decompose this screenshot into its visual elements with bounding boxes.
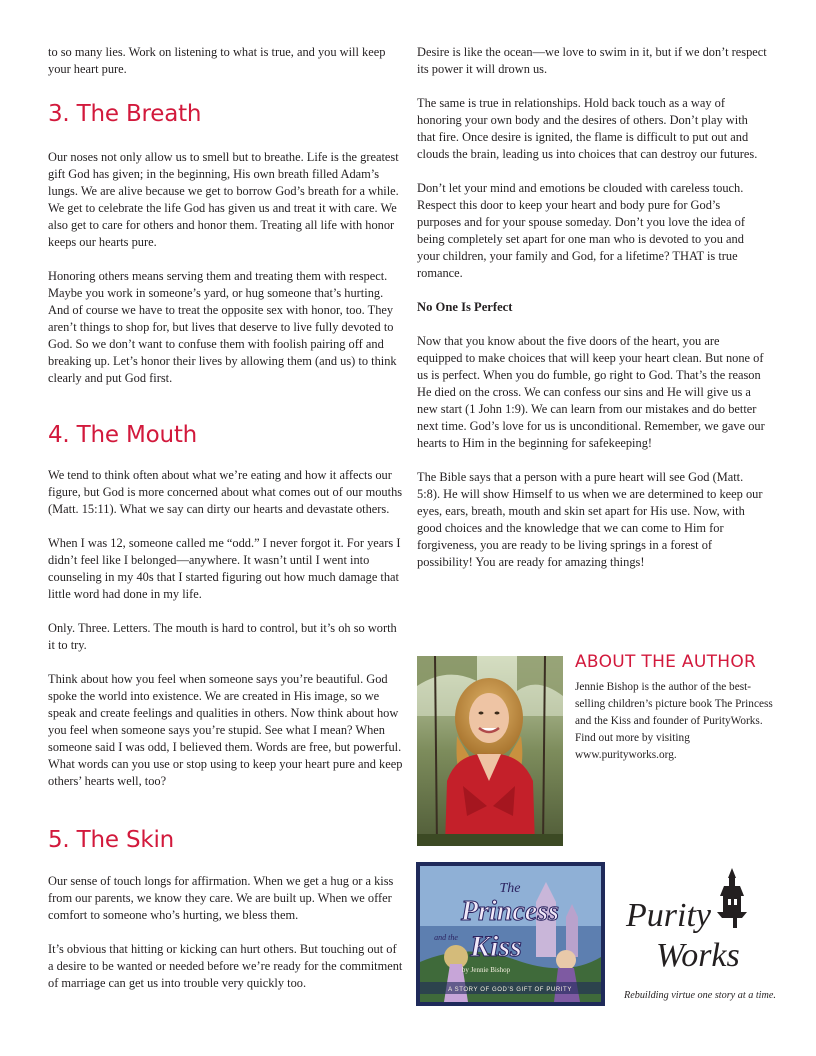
about-the-author <box>575 652 775 764</box>
paragraph: The same is true in relationships. Hold back touch as a way of honoring your own body and the desires of others. Don’t play with that fire. Once desire is ignited, the flame is difficult to put out and clouds the brain, leading us into choices that can destroy our futures. <box>417 96 758 161</box>
logo-tagline: Rebuilding virtue one story at a time. <box>624 990 776 1001</box>
book-title-the: The <box>499 881 521 896</box>
left-column <box>48 44 404 1009</box>
book-cover-illustration <box>416 862 605 1006</box>
purityworks-logo-mark <box>620 866 780 986</box>
section-heading-mouth: 4. The Mouth <box>48 422 198 448</box>
paragraph: Now that you know about the five doors of the heart, you are equipped to make choices that will keep your heart clean. But none of us is perfect. When you do fumble, go right to God. That’s the reason He died on the cross. We can confess our sins and He will give us a new start (1 John 1:9). We can learn from our mistakes and do better next time. God’s love for us is unconditional. Remember, we gave our hearts to Him in the beginning for safekeeping! <box>417 334 765 450</box>
section-heading-breath: 3. The Breath <box>48 101 202 127</box>
subheading-no-one-is-perfect: No One Is Perfect <box>417 300 513 314</box>
paragraph: Only. Three. Letters. The mouth is hard to control, but it’s oh so worth it to try. <box>48 621 397 652</box>
author-bio: Jennie Bishop is the author of the best-selling children’s picture book The Princess and the Kiss and founder of PurityWorks. Find out more by visiting www.purityworks.org. <box>575 681 773 761</box>
right-column <box>417 44 767 588</box>
paragraph: The Bible says that a person with a pure heart will see God (Matt. 5:8). He will show Himself to us when we are determined to keep our eyes, ears, breath, mouth and skin set apart for His use. Now, with good choices and the knowledge that we can come to Him for forgiveness, you are ready to be living springs in a forest of possibility! You are ready for amazing things! <box>417 470 763 569</box>
paragraph: Honoring others means serving them and treating them with respect. Maybe you work in someone’s yard, or hug someone that’s hurting. And of course we have to treat the opposite sex with honor, too. They aren’t things to shop for, but lives that deserve to live fully devoted to God. So we don’t want to confuse them with foolish pairing off and breaking up. Let’s honor their lives by allowing them (and us) to think clearly and put God first. <box>48 269 397 385</box>
book-title-and-the: and the <box>434 933 458 942</box>
paragraph: Think about how you feel when someone says you’re beautiful. God spoke the world into existence. We are created in His image, so we speak and create feelings and qualities in others. Now think about how you feel when someone says you’re stupid. See what I mean? When someone said I was odd, I believed them. Words are free, but powerful. What words can you use or stop using to keep your heart pure and keep others’ hearts well, too? <box>48 672 403 788</box>
paragraph: When I was 12, someone called me “odd.” I never forgot it. For years I didn’t feel like I belonged—anywhere. It wasn’t until I went into counseling in my 40s that I started figuring out how much damage that little word had done in my life. <box>48 536 401 601</box>
paragraph: Desire is like the ocean—we love to swim in it, but if we don’t respect its power it will drown us. <box>417 45 767 76</box>
book-title-kiss: Kiss <box>470 930 522 963</box>
paragraph: It’s obvious that hitting or kicking can hurt others. But touching out of a desire to be wanted or needed before we’re ready for the commitment of marriage can get us into trouble very quickly too. <box>48 942 403 990</box>
paragraph: Our sense of touch longs for affirmation. When we get a hug or a kiss from our parents, we know they care. We are built up. When we offer comfort to someone who’s hurting, we bless them. <box>48 874 394 922</box>
section-heading-skin: 5. The Skin <box>48 827 175 853</box>
logo-word-works: Works <box>656 937 740 974</box>
paragraph: to so many lies. Work on listening to what is true, and you will keep your heart pure. <box>48 45 386 76</box>
about-author-heading: ABOUT THE AUTHOR <box>575 652 757 672</box>
purityworks-logo <box>620 866 780 1006</box>
book-byline: by Jennie Bishop <box>461 966 511 974</box>
paragraph: Don’t let your mind and emotions be clouded with careless touch. Respect this door to keep your heart and body pure for God’s purposes and for your spouse someday. Don’t you love the idea of being completely set apart for one man who is devoted to you and your children, your family and God, for a lifetime? THAT is true romance. <box>417 181 745 280</box>
author-photo <box>417 656 563 846</box>
book-title-princess: Princess <box>461 896 559 927</box>
paragraph: Our noses not only allow us to smell but to breathe. Life is the greatest gift God has given; in the beginning, His own breath filled Adam’s lungs. We are alive because we get to borrow God’s breath for a while. We get to celebrate the life God has given us and treat it with care. We also get to care for others and honor them. Treating all life with honor keeps our hearts pure. <box>48 150 399 249</box>
author-photo-illustration <box>417 656 563 846</box>
paragraph: We tend to think often about what we’re eating and how it affects our figure, but God is more concerned about what comes out of our mouths (Matt. 15:11). What we say can dirty our hearts and devastate others. <box>48 468 403 516</box>
logo-word-purity: Purity <box>626 897 711 934</box>
book-subtitle: A STORY OF GOD’S GIFT OF PURITY <box>448 987 572 993</box>
book-cover <box>416 862 605 1006</box>
